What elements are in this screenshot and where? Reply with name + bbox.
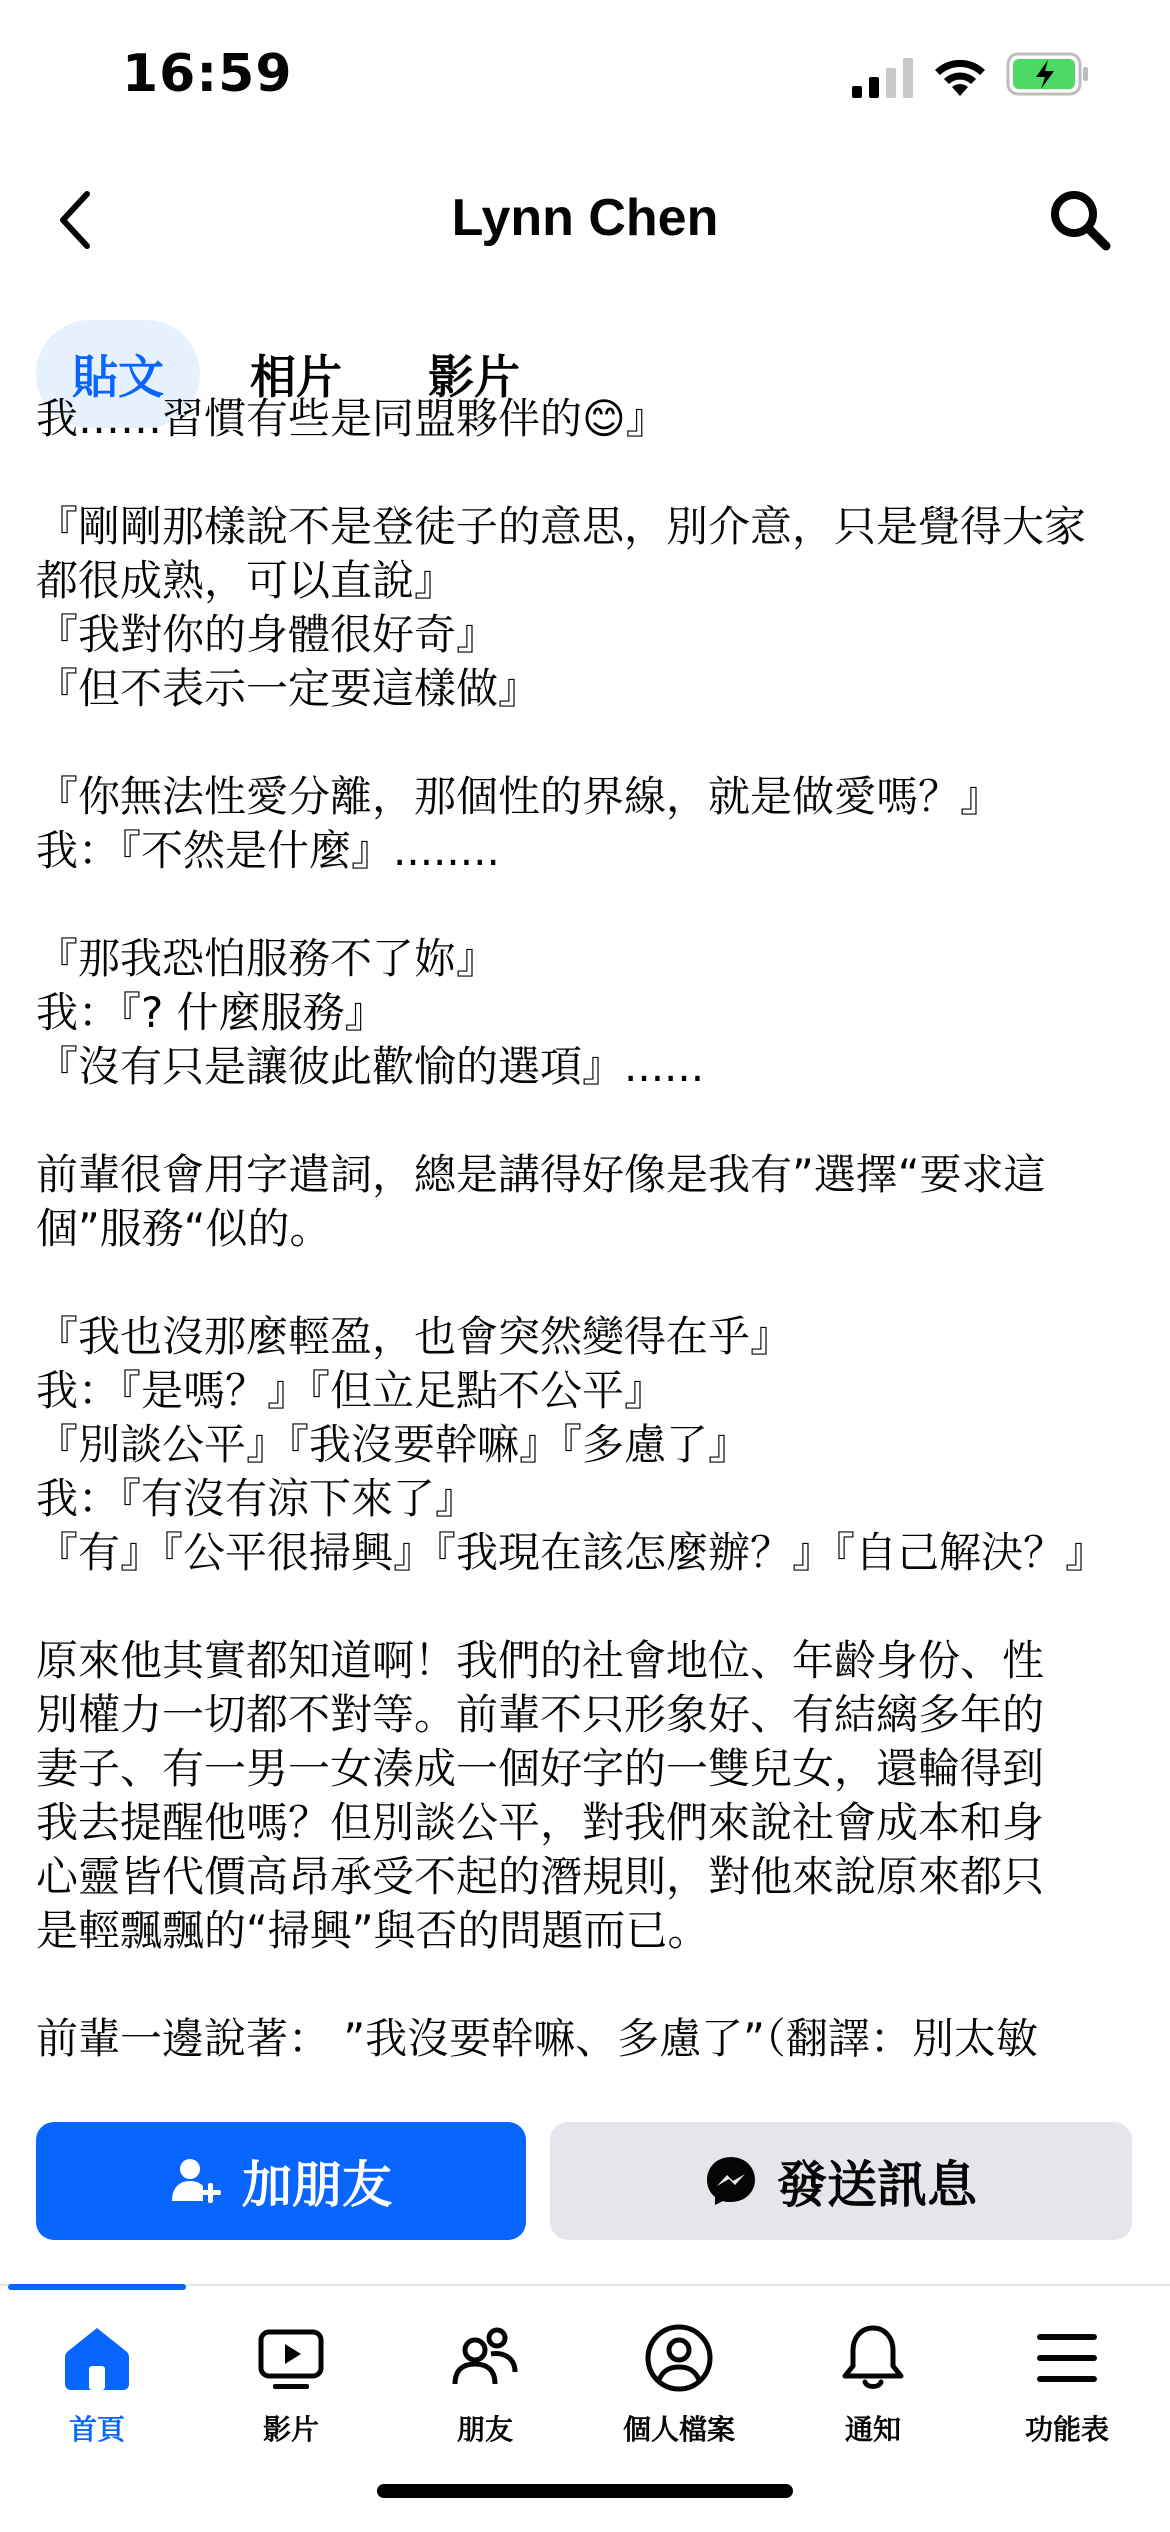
post-paragraph bbox=[36, 1310, 1136, 1580]
post-line: 原來他其實都知道啊！我們的社會地位、年齡身份、性 bbox=[36, 1636, 1045, 1685]
post-line: 『沒有只是讓彼此歡愉的選項』...... bbox=[36, 1042, 705, 1091]
search-icon bbox=[1048, 188, 1112, 252]
send-message-label: 發送訊息 bbox=[777, 2156, 977, 2214]
post-line: 妻子、有一男一女湊成一個好字的一雙兒女，還輪得到 bbox=[36, 1744, 1045, 1793]
post-line: 我去提醒他嗎？但別談公平，對我們來說社會成本和身 bbox=[36, 1798, 1045, 1847]
post-line: 前輩一邊說著： ”我沒要幹嘛、多慮了”（翻譯：別太敏 bbox=[36, 2014, 1038, 2063]
post-line: 我：『有沒有涼下來了』 bbox=[36, 1474, 478, 1523]
post-line: 『剛剛那樣說不是登徒子的意思，別介意，只是覺得大家 bbox=[36, 502, 1087, 551]
nav-label: 功能表 bbox=[1024, 2413, 1109, 2446]
post-paragraph bbox=[36, 1148, 1136, 1256]
bell-icon bbox=[837, 2322, 909, 2394]
messenger-icon bbox=[705, 2155, 757, 2207]
post-paragraph bbox=[36, 1634, 1136, 1958]
menu-icon bbox=[1031, 2322, 1103, 2394]
post-line: 『那我恐怕服務不了妳』 bbox=[36, 934, 499, 983]
post-line: 『有』『公平很掃興』『我現在該怎麼辦？』『自己解決？』 bbox=[36, 1528, 1108, 1577]
profile-icon bbox=[643, 2322, 715, 2394]
add-person-icon bbox=[170, 2155, 222, 2207]
wifi-icon bbox=[932, 52, 988, 98]
nav-notifications[interactable] bbox=[776, 2322, 970, 2472]
cellular-signal-icon bbox=[852, 58, 914, 98]
post-line: 『我也沒那麼輕盈，也會突然變得在乎』 bbox=[36, 1312, 793, 1361]
post-paragraph bbox=[36, 932, 1136, 1094]
tab-videos[interactable]: 影片 bbox=[428, 350, 520, 404]
nav-label: 首頁 bbox=[68, 2413, 125, 2446]
post-content[interactable] bbox=[36, 394, 1136, 2072]
post-line: 都很成熟，可以直說』 bbox=[36, 556, 457, 605]
page-title: Lynn Chen bbox=[451, 189, 719, 247]
nav-label: 朋友 bbox=[456, 2413, 513, 2446]
post-paragraph bbox=[36, 770, 1136, 878]
post-line: 『我對你的身體很好奇』 bbox=[36, 610, 499, 659]
nav-label: 個人檔案 bbox=[622, 2413, 735, 2446]
post-line: 別權力一切都不對等。前輩不只形象好、有結縭多年的 bbox=[36, 1690, 1045, 1739]
post-line: 我：『不然是什麼』........ bbox=[36, 826, 500, 875]
nav-menu[interactable] bbox=[970, 2322, 1164, 2472]
post-line: 『你無法性愛分離，那個性的界線，就是做愛嗎？』 bbox=[36, 772, 1003, 821]
post-paragraph bbox=[36, 2012, 1136, 2066]
home-indicator bbox=[377, 2484, 793, 2498]
post-line: 心靈皆代價高昂承受不起的潛規則，對他來說原來都只 bbox=[36, 1852, 1045, 1901]
nav-profile[interactable] bbox=[582, 2322, 776, 2472]
send-message-button[interactable] bbox=[550, 2122, 1132, 2240]
nav-label: 通知 bbox=[844, 2413, 901, 2446]
nav-friends[interactable] bbox=[388, 2322, 582, 2472]
post-paragraph bbox=[36, 500, 1136, 716]
nav-label: 影片 bbox=[262, 2413, 319, 2446]
nav-home[interactable] bbox=[0, 2322, 194, 2472]
profile-header bbox=[0, 160, 1170, 280]
home-icon bbox=[61, 2322, 133, 2394]
status-time: 16:59 bbox=[122, 44, 293, 104]
nav-video[interactable] bbox=[194, 2322, 388, 2472]
post-line: 個”服務“似的。 bbox=[36, 1204, 332, 1253]
post-line: 是輕飄飄的“掃興”與否的問題而已。 bbox=[36, 1906, 710, 1955]
post-text bbox=[36, 392, 1136, 2120]
status-bar bbox=[0, 0, 1170, 150]
friends-icon bbox=[449, 2322, 521, 2394]
post-line: 前輩很會用字遣詞，總是講得好像是我有”選擇“要求這 bbox=[36, 1150, 1046, 1199]
post-line: 『別談公平』『我沒要幹嘛』『多慮了』 bbox=[36, 1420, 751, 1469]
video-icon bbox=[255, 2322, 327, 2394]
tab-photos[interactable]: 相片 bbox=[250, 350, 342, 404]
post-line: 『但不表示一定要這樣做』 bbox=[36, 664, 541, 713]
post-line: 我：『? 什麼服務』 bbox=[36, 988, 387, 1037]
post-paragraph bbox=[36, 392, 1136, 446]
add-friend-label: 加朋友 bbox=[242, 2156, 392, 2214]
battery-charging-icon bbox=[1006, 52, 1090, 96]
post-line: 我……習慣有些是同盟夥伴的😊』 bbox=[36, 394, 668, 443]
search-button[interactable] bbox=[1040, 180, 1120, 260]
tab-posts[interactable]: 貼文 bbox=[36, 320, 200, 428]
active-tab-indicator bbox=[8, 2284, 186, 2290]
add-friend-button[interactable] bbox=[36, 2122, 526, 2240]
post-line: 我：『是嗎？』『但立足點不公平』 bbox=[36, 1366, 667, 1415]
